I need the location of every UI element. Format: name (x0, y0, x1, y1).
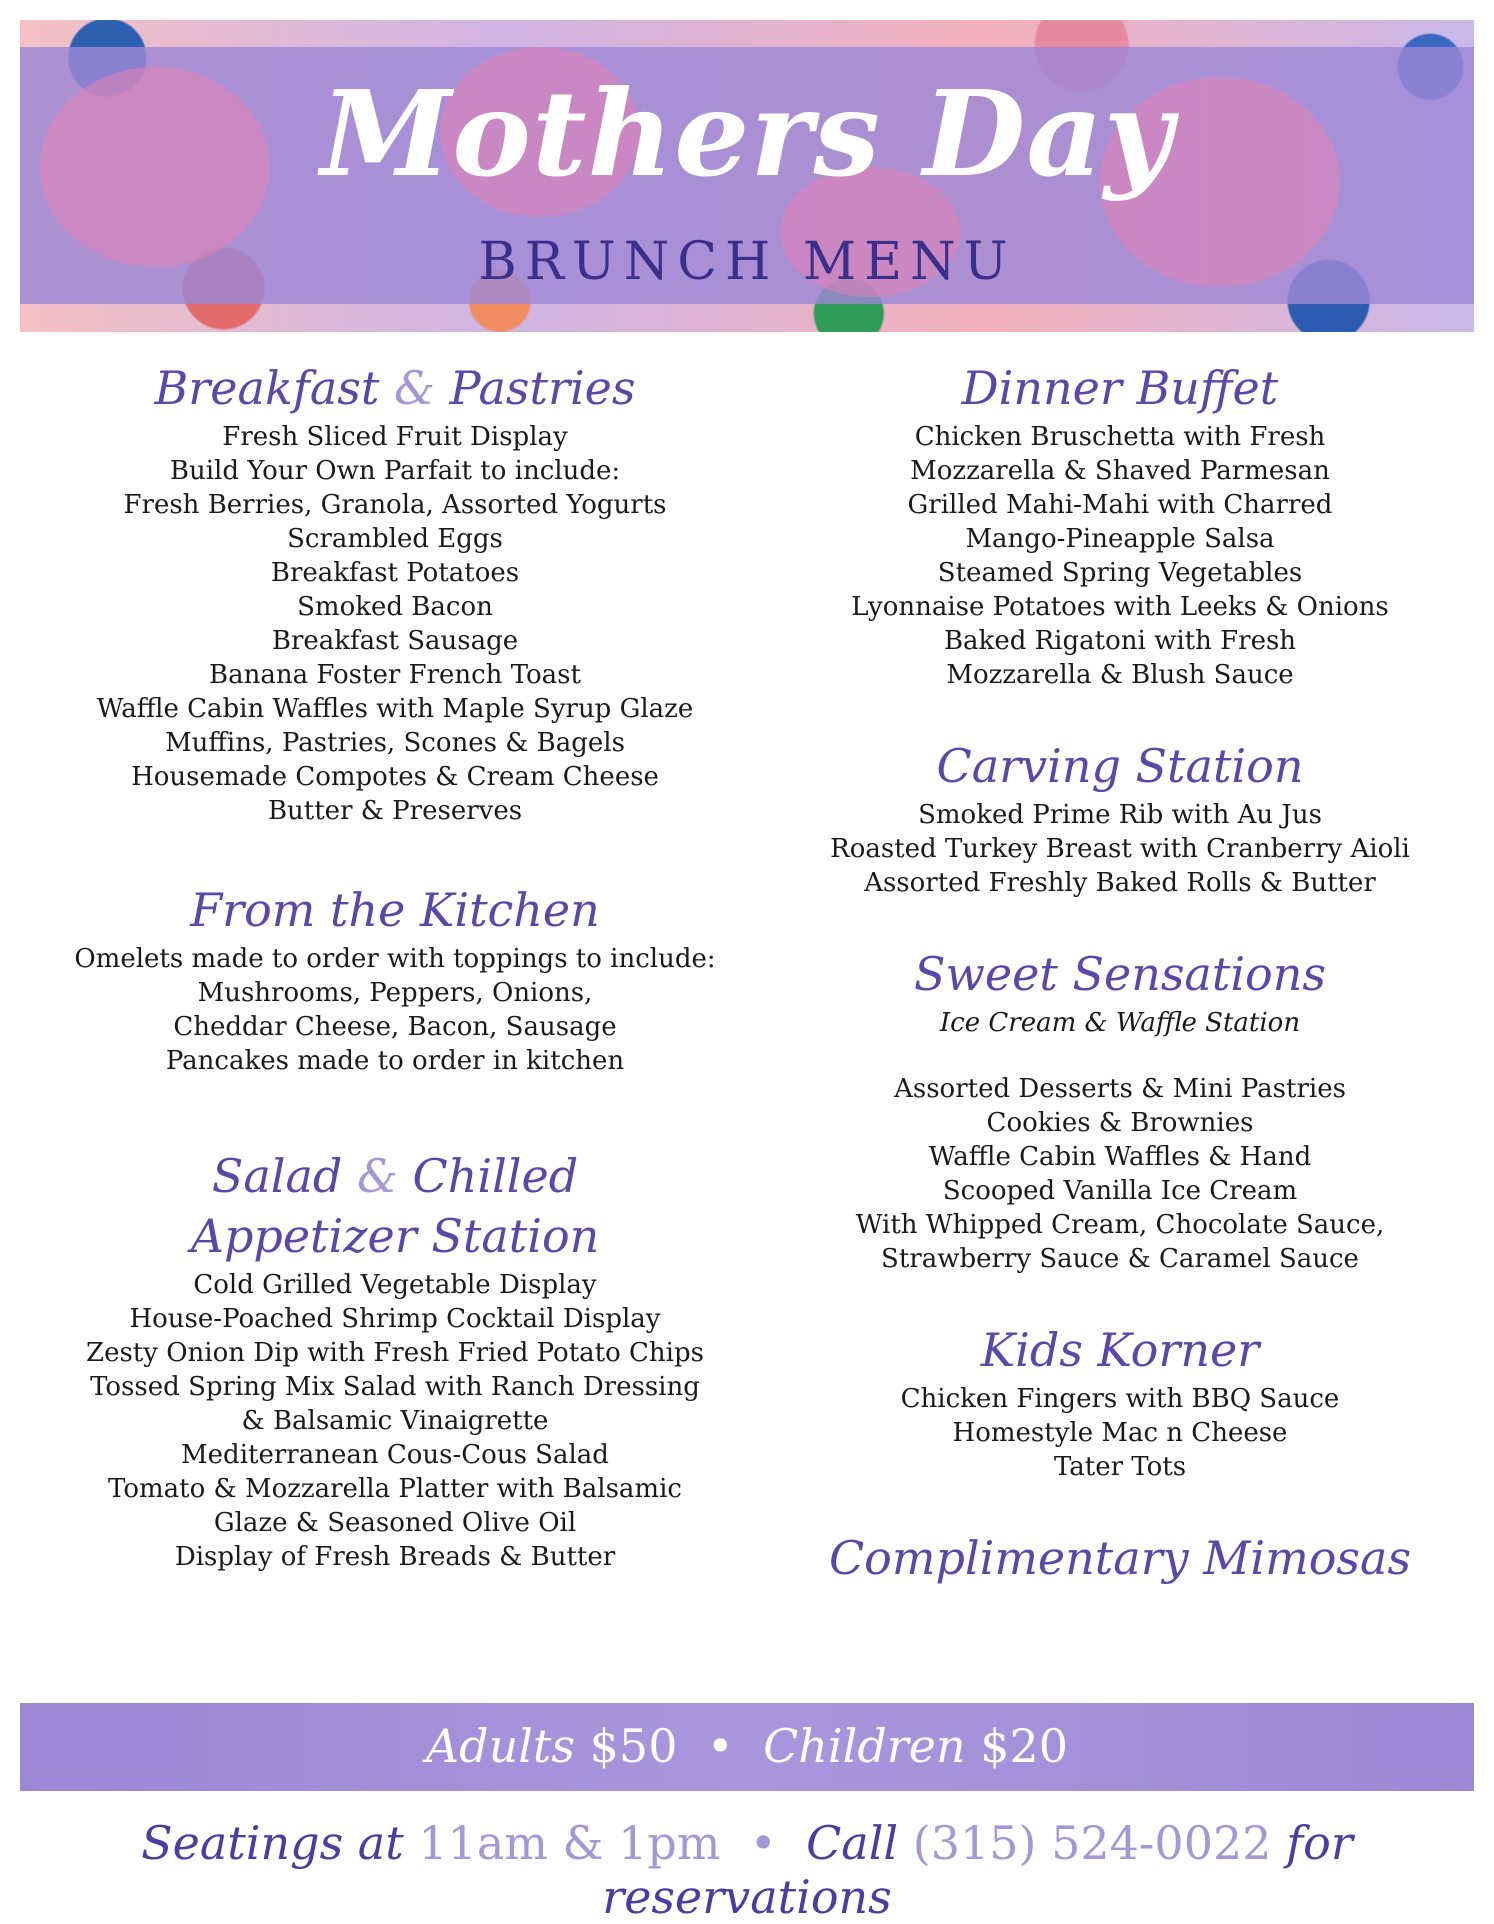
menu-item: Pancakes made to order in kitchen (165, 1046, 625, 1076)
section-title: Carving Station (936, 739, 1304, 793)
menu-item: Mediterranean Cous-Cous Salad (181, 1440, 609, 1470)
menu-item: Display of Fresh Breads & Butter (174, 1542, 616, 1572)
menu-item: Housemade Compotes & Cream Cheese (131, 762, 659, 792)
section-title: Dinner Buffet (961, 361, 1279, 415)
menu-list (45, 1268, 745, 1574)
menu-item: Build Your Own Parfait to include: (169, 456, 621, 486)
menu-item: Banana Foster French Toast (209, 660, 581, 690)
seatings-times: 11am & 1pm (418, 1816, 721, 1870)
section-kitchen (45, 882, 745, 1078)
menu-item: Fresh Berries, Granola, Assorted Yogurts (123, 490, 667, 520)
menu-item: Strawberry Sauce & Caramel Sauce (881, 1244, 1359, 1274)
section-kids (770, 1322, 1470, 1484)
menu-item: Mushrooms, Peppers, Onions, (197, 978, 593, 1008)
menu-item: Assorted Desserts & Mini Pastries (894, 1074, 1346, 1104)
section-title-part: Chilled (412, 1149, 579, 1203)
menu-list (770, 1382, 1470, 1484)
menu-item: Waffle Cabin Waffles & Hand (928, 1142, 1312, 1172)
section-salad (45, 1148, 745, 1574)
menu-item: Omelets made to order with toppings to include: (74, 944, 716, 974)
section-subtitle: Ice Cream & Waffle Station (939, 1008, 1301, 1038)
children-price: $20 (980, 1719, 1069, 1773)
menu-item: Zesty Onion Dip with Fresh Fried Potato Chips (86, 1338, 704, 1368)
menu-item: Waffle Cabin Waffles with Maple Syrup Glaze (96, 694, 694, 724)
menu-list (45, 942, 745, 1078)
section-title-part: Pastries (449, 361, 636, 415)
menu-list (770, 798, 1470, 900)
menu-list (45, 420, 745, 828)
phone-number: (315) 524-0022 (912, 1816, 1272, 1870)
section-title-line2: Appetizer Station (190, 1209, 600, 1263)
seatings-line (0, 1816, 1494, 1924)
left-column (45, 360, 745, 1574)
section-title (45, 1148, 745, 1204)
section-title (45, 360, 745, 416)
menu-item: Smoked Bacon (297, 592, 493, 622)
menu-list (770, 420, 1470, 692)
section-title: Kids Korner (980, 1323, 1260, 1377)
bullet: • (706, 1719, 734, 1773)
section-dinner (770, 360, 1470, 692)
menu-item: Tomato & Mozzarella Platter with Balsamic (108, 1474, 682, 1504)
call-label: Call (806, 1816, 899, 1870)
menu-item: Scrambled Eggs (287, 524, 503, 554)
page-title: Mothers Day (320, 64, 1174, 203)
menu-item: Cold Grilled Vegetable Display (193, 1270, 597, 1300)
ampersand: & (356, 1149, 398, 1203)
menu-item: Tossed Spring Mix Salad with Ranch Dressing (90, 1372, 700, 1402)
menu-item: Baked Rigatoni with Fresh (943, 626, 1297, 656)
page-subtitle: BRUNCH MENU (478, 232, 1016, 292)
section-title-part: Salad (211, 1149, 343, 1203)
menu-item: Butter & Preserves (267, 796, 523, 826)
adults-label: Adults (425, 1719, 576, 1773)
section-title: Sweet Sensations (914, 947, 1326, 1001)
menu-item: Mango-Pineapple Salsa (965, 524, 1275, 554)
menu-item: Cheddar Cheese, Bacon, Sausage (173, 1012, 617, 1042)
seatings-label: Seatings at (141, 1816, 404, 1870)
ampersand: & (393, 361, 435, 415)
menu-item: Lyonnaise Potatoes with Leeks & Onions (851, 592, 1389, 622)
menu-item: Muffins, Pastries, Scones & Bagels (165, 728, 625, 758)
bullet: • (749, 1816, 777, 1870)
adults-price: $50 (589, 1719, 678, 1773)
mimosas-note: Complimentary Mimosas (828, 1531, 1412, 1585)
menu-item: Assorted Freshly Baked Rolls & Butter (864, 868, 1376, 898)
price-line (20, 1719, 1474, 1773)
menu-item: Scooped Vanilla Ice Cream (942, 1176, 1298, 1206)
section-sweet (770, 946, 1470, 1276)
menu-item: Steamed Spring Vegetables (937, 558, 1303, 588)
menu-item: House-Poached Shrimp Cocktail Display (129, 1304, 661, 1334)
menu-item: Homestyle Mac n Cheese (952, 1418, 1288, 1448)
reservations-label: for reservations (602, 1816, 1353, 1924)
menu-item: Cookies & Brownies (986, 1108, 1254, 1138)
menu-item: Chicken Bruschetta with Fresh (914, 422, 1326, 452)
menu-item: Smoked Prime Rib with Au Jus (918, 800, 1322, 830)
section-carving (770, 738, 1470, 900)
children-label: Children (763, 1719, 966, 1773)
right-column (770, 360, 1470, 1590)
menu-item: Glaze & Seasoned Olive Oil (213, 1508, 577, 1538)
menu-item: Tater Tots (1053, 1452, 1187, 1482)
section-title-part: Breakfast (154, 361, 380, 415)
menu-list (770, 1072, 1470, 1276)
menu-item: Breakfast Sausage (271, 626, 519, 656)
menu-item: Roasted Turkey Breast with Cranberry Aioli (830, 834, 1410, 864)
menu-item: Mozzarella & Blush Sauce (946, 660, 1294, 690)
menu-item: Fresh Sliced Fruit Display (222, 422, 568, 452)
menu-item: Mozzarella & Shaved Parmesan (910, 456, 1330, 486)
menu-item: With Whipped Cream, Chocolate Sauce, (855, 1210, 1385, 1240)
price-banner (20, 1703, 1474, 1791)
header-banner (20, 20, 1474, 332)
menu-item: Chicken Fingers with BBQ Sauce (900, 1384, 1340, 1414)
section-breakfast (45, 360, 745, 828)
menu-item: Grilled Mahi-Mahi with Charred (907, 490, 1333, 520)
section-title: From the Kitchen (190, 883, 600, 937)
menu-item: Breakfast Potatoes (270, 558, 520, 588)
menu-item: & Balsamic Vinaigrette (241, 1406, 549, 1436)
